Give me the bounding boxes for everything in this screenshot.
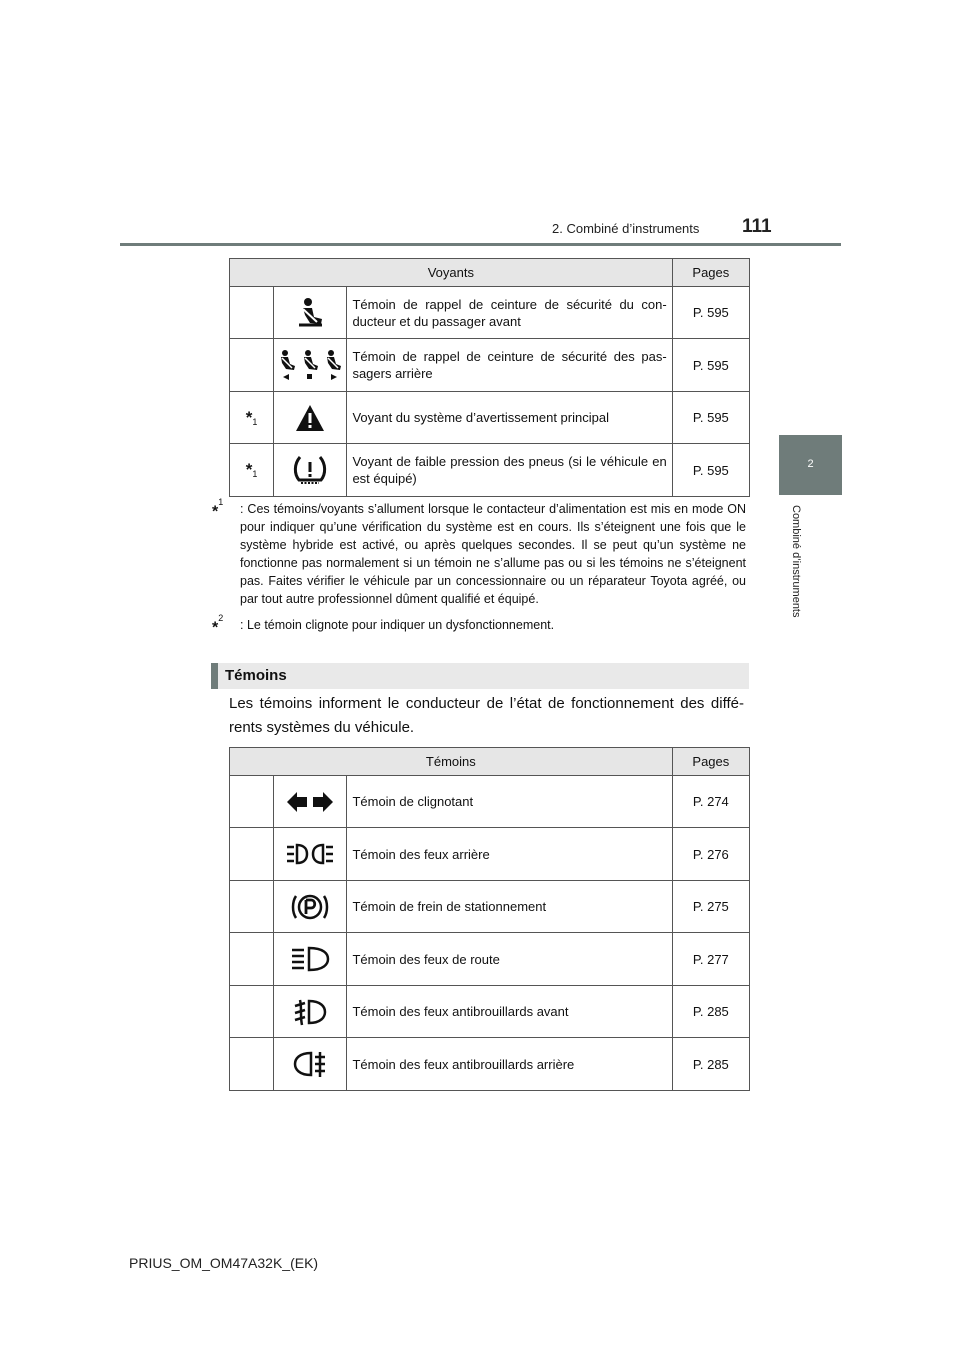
page-reference-link[interactable]: P. 595 <box>672 392 749 444</box>
column-header-pages: Pages <box>672 748 749 776</box>
tail-light-icon <box>286 842 334 866</box>
chapter-tab[interactable]: 2 <box>779 435 842 495</box>
header-divider <box>120 243 841 246</box>
row-description: Voyant du système d’avertissement principal <box>347 392 672 444</box>
footnote-marker: *$^2$ <box>212 613 224 637</box>
row-icon-cell <box>274 986 347 1038</box>
page-reference-link[interactable]: P. 275 <box>672 881 749 933</box>
footnote-marker: *$^1$ <box>212 497 224 521</box>
column-header-pages: Pages <box>672 259 749 287</box>
chapter-label-text: Combiné d’instruments <box>790 505 802 618</box>
row-mark: $*_1$ <box>230 392 274 444</box>
section-heading-bar <box>211 663 218 689</box>
turn-signal-icon <box>286 791 334 813</box>
master-warning-icon <box>295 404 325 432</box>
row-description: Témoin de rappel de ceinture de sécurité des pas-sagers arrière <box>347 339 672 392</box>
page-reference-link[interactable]: P. 285 <box>672 986 749 1038</box>
parking-brake-icon <box>291 892 329 922</box>
table-row <box>230 339 750 392</box>
column-header-temoins: Témoins <box>230 748 673 776</box>
row-description: Témoin de frein de stationnement <box>347 881 672 933</box>
row-description: Voyant de faible pression des pneus (si le véhicule en est équipé) <box>347 444 672 497</box>
table-row <box>230 287 750 339</box>
page-reference-link[interactable]: P. 285 <box>672 1038 749 1091</box>
section-intro: Les témoins informent le conducteur de l’état de fonctionnement des diffé-rents systèmes du véhicule. <box>229 695 744 736</box>
document-code: PRIUS_OM_OM47A32K_(EK) <box>129 1255 319 1271</box>
row-description: Témoin des feux antibrouillards arrière <box>347 1038 672 1091</box>
row-icon-cell <box>274 1038 347 1091</box>
row-description: Témoin de rappel de ceinture de sécurité du con-ducteur et du passager avant <box>347 287 672 339</box>
row-icon-cell <box>274 776 347 828</box>
table-row <box>230 392 750 444</box>
row-mark <box>230 828 274 881</box>
row-mark <box>230 287 274 339</box>
row-icon-cell <box>274 881 347 933</box>
footnotes <box>212 497 746 637</box>
footnote-text: : Le témoin clignote pour indiquer un dysfonctionnement. <box>240 618 555 632</box>
indicators-table <box>229 747 750 1091</box>
page-reference-link[interactable]: P. 595 <box>672 339 749 392</box>
row-icon-cell <box>274 444 347 497</box>
footnote-text: : Ces témoins/voyants s’allument lorsque le contacteur d’alimentation est mis en mode ON pour indiquer qu’une vérification du système est en cours. Ils s’éteignent une fois que le système hybride est activé, ou après quelques secondes. Il se peut qu’un système ne fonctionne pas normalement si un témoin ne s’allume pas ou si les témoins ne s’éteignent pas. Faites vérifier le véhicule par un concessionnaire ou un réparateur Toyota agréé, ou par tout autre professionnel dûment qualifié et équipé. <box>240 502 746 606</box>
seatbelt-rear-icon <box>275 349 345 381</box>
page-reference-link[interactable]: P. 276 <box>672 828 749 881</box>
seatbelt-driver-icon <box>295 297 325 329</box>
row-mark <box>230 776 274 828</box>
page-reference-link[interactable]: P. 274 <box>672 776 749 828</box>
table-header-row <box>230 748 750 776</box>
row-description: Témoin de clignotant <box>347 776 672 828</box>
table-row <box>230 828 750 881</box>
row-description: Témoin des feux de route <box>347 933 672 986</box>
section-heading <box>211 663 749 689</box>
warning-lights-table <box>229 258 750 497</box>
row-icon-cell <box>274 287 347 339</box>
column-header-voyants: Voyants <box>230 259 673 287</box>
high-beam-icon <box>290 946 330 972</box>
page-number: 111 <box>742 216 772 237</box>
table-header-row <box>230 259 750 287</box>
table-row <box>230 444 750 497</box>
rear-fog-icon <box>293 1050 327 1078</box>
row-icon-cell <box>274 392 347 444</box>
section-title: Témoins <box>225 667 287 684</box>
row-description: Témoin des feux antibrouillards avant <box>347 986 672 1038</box>
table-row <box>230 776 750 828</box>
row-mark <box>230 339 274 392</box>
footnote-2 <box>212 613 746 637</box>
row-icon-cell <box>274 828 347 881</box>
row-mark <box>230 933 274 986</box>
footnote-1 <box>212 497 746 608</box>
row-icon-cell <box>274 933 347 986</box>
row-icon-cell <box>274 339 347 392</box>
table-row <box>230 881 750 933</box>
table-row <box>230 933 750 986</box>
page-reference-link[interactable]: P. 595 <box>672 287 749 339</box>
row-description: Témoin des feux arrière <box>347 828 672 881</box>
row-mark <box>230 986 274 1038</box>
table-row <box>230 1038 750 1091</box>
row-mark <box>230 1038 274 1091</box>
row-mark: $*_1$ <box>230 444 274 497</box>
front-fog-icon <box>293 998 327 1026</box>
page-reference-link[interactable]: P. 277 <box>672 933 749 986</box>
tire-pressure-icon <box>293 454 327 486</box>
table-row <box>230 986 750 1038</box>
running-header-section: 2. Combiné d’instruments <box>552 221 700 236</box>
chapter-tab-label <box>788 505 804 635</box>
row-mark <box>230 881 274 933</box>
page-reference-link[interactable]: P. 595 <box>672 444 749 497</box>
